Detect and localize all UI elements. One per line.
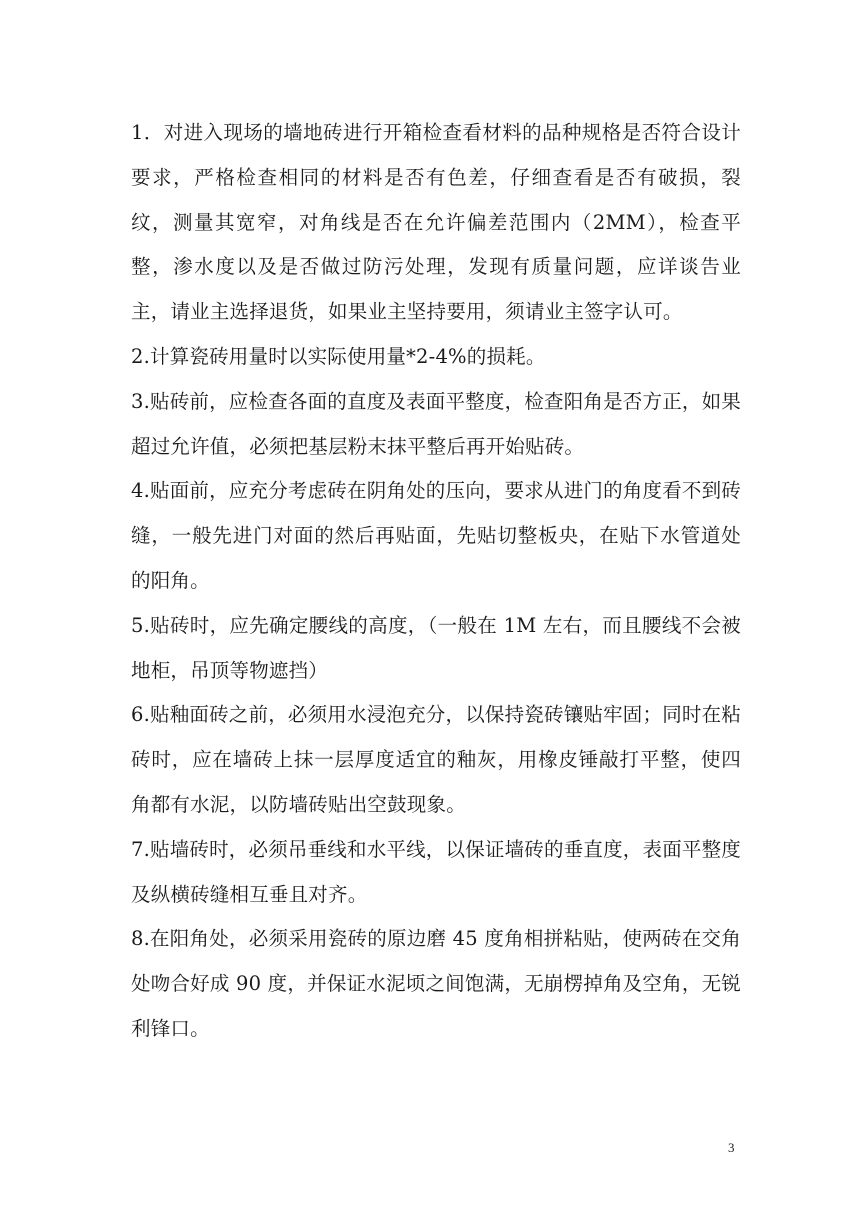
paragraph-7: 7.贴墙砖时，必须吊垂线和水平线，以保证墙砖的垂直度，表面平整度及纵横砖缝相互垂且对齐。 bbox=[131, 837, 742, 906]
paragraph-5: 5.贴砖时，应先确定腰线的高度，（一般在 1M 左右，而且腰线不会被地柜，吊顶等物遮挡） bbox=[131, 613, 741, 682]
paragraph-8: 8.在阳角处，必须采用瓷砖的原边磨 45 度角相拼粘贴，使两砖在交角处吻合好成 90 度，并保证水泥顷之间饱满，无崩楞掉角及空角，无锐利锋口。 bbox=[131, 927, 741, 1040]
paragraph-3: 3.贴砖前，应检查各面的直度及表面平整度，检查阳角是否方正，如果超过允许值，必须把基层粉末抹平整后再开始贴砖。 bbox=[131, 389, 742, 458]
paragraph-2: 2.计算瓷砖用量时以实际使用量*2-4%的损耗。 bbox=[131, 344, 546, 368]
paragraph-1: 1．对进入现场的墙地砖进行开箱检查看材料的品种规格是否符合设计要求，严格检查相同的材料是否有色差，仔细查看是否有破损，裂纹，测量其宽窄，对角线是否在允许偏差范围内（2MM），检查平整，渗水度以及是否做过防污处理，发现有质量问题，应详谈告业主，请业主选择退货，如果业主坚持要用，须请业主签字认可。 bbox=[131, 121, 741, 324]
paragraph-4: 4.贴面前，应充分考虑砖在阴角处的压向，要求从进门的角度看不到砖缝，一般先进门对面的然后再贴面，先贴切整板央，在贴下水管道处的阳角。 bbox=[131, 479, 742, 592]
paragraph-6: 6.贴釉面砖之前，必须用水浸泡充分，以保持瓷砖镶贴牢固；同时在粘砖时，应在墙砖上抹一层厚度适宜的釉灰，用橡皮锤敲打平整，使四角都有水泥，以防墙砖贴出空鼓现象。 bbox=[131, 703, 742, 816]
document-body bbox=[131, 111, 741, 1052]
page-number: 3 bbox=[728, 1140, 735, 1155]
